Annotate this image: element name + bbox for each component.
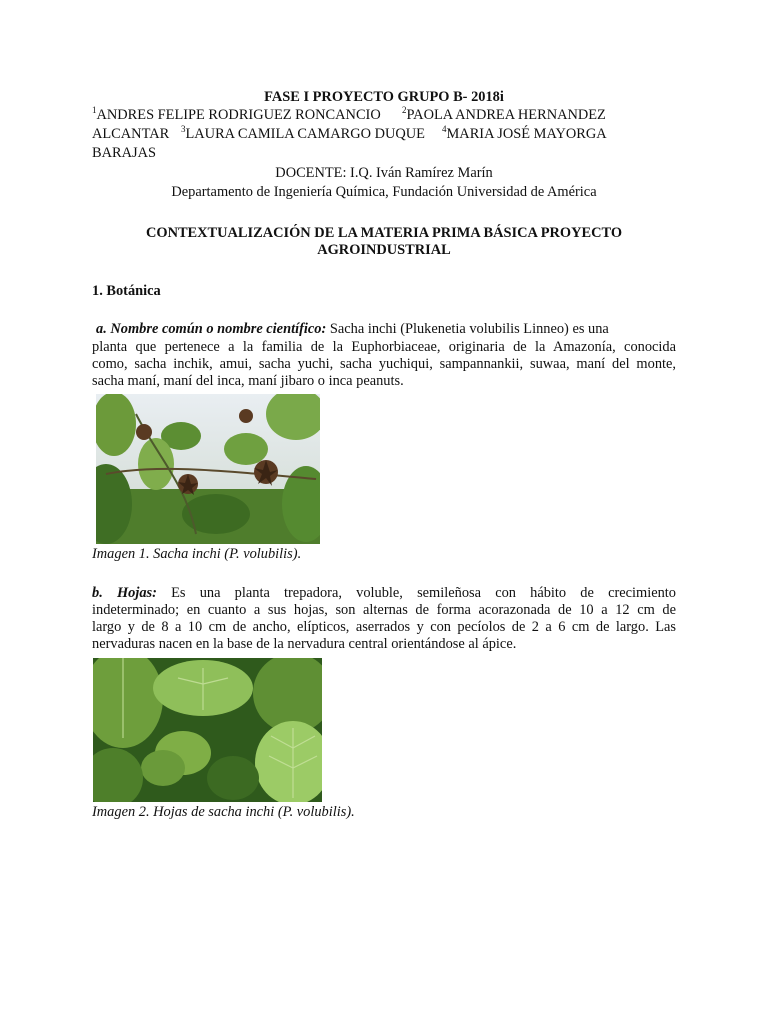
item-a-line-3: como, sacha inchik, amui, sacha yuchi, sacha yuchiqui, sampannankii, suwaa, maní del monte, xyxy=(92,356,676,372)
authors-line-2b xyxy=(181,125,425,143)
item-b-text-1: Es una planta trepadora, voluble, semileñosa con hábito de crecimiento xyxy=(171,585,676,601)
image-2-caption: Imagen 2. Hojas de sacha inchi (P. volubilis). xyxy=(92,804,355,820)
sacha-inchi-leaves-photo xyxy=(93,658,322,802)
author-4-name-cont: BARAJAS xyxy=(92,145,156,161)
authors-line-3 xyxy=(92,144,156,162)
item-a-line-4: sacha maní, maní del inca, maní jibaro o inca peanuts. xyxy=(92,373,404,389)
section-title-line-1: CONTEXTUALIZACIÓN DE LA MATERIA PRIMA BÁSICA PROYECTO xyxy=(145,225,623,241)
department-line: Departamento de Ingeniería Química, Fundación Universidad de América xyxy=(171,184,597,200)
author-3-number: 3 xyxy=(181,124,186,135)
author-4-number: 4 xyxy=(442,124,447,135)
item-b-line-2: indeterminado; en cuanto a sus hojas, son alternas de forma acorazonada de 10 a 12 cm de xyxy=(92,602,676,618)
image-1-caption: Imagen 1. Sacha inchi (P. volubilis). xyxy=(92,546,302,562)
author-1-name: ANDRES FELIPE RODRIGUEZ RONCANCIO xyxy=(96,107,381,123)
author-2-name: PAOLA ANDREA HERNANDEZ xyxy=(406,107,606,123)
item-a-line-2: planta que pertenece a la familia de la Euphorbiaceae, originaria de la Amazonía, conocida xyxy=(92,339,676,355)
item-a-label: a. Nombre común o nombre científico: xyxy=(96,321,327,337)
authors-line-1 xyxy=(92,106,381,124)
item-b-line-4: nervaduras nacen en la base de la nervadura central orientándose al ápice. xyxy=(92,636,517,652)
item-a-line-1 xyxy=(96,320,676,338)
author-3-name: LAURA CAMILA CAMARGO DUQUE xyxy=(185,126,425,142)
sacha-inchi-leaves-image xyxy=(93,658,322,802)
authors-line-2c xyxy=(442,125,607,143)
author-2-number: 2 xyxy=(402,105,407,116)
botanica-heading: 1. Botánica xyxy=(92,283,161,299)
item-b-line-1 xyxy=(92,584,676,602)
item-b-line-3: largo y de 8 a 10 cm de ancho, elípticos, aserrados y con pecíolos de 2 a 6 cm de largo. Las xyxy=(92,619,676,635)
item-b-label: b. Hojas: xyxy=(92,585,157,601)
sacha-inchi-plant-image xyxy=(96,394,320,544)
authors-line-1b xyxy=(402,106,606,124)
author-1-number: 1 xyxy=(92,105,97,116)
section-title-line-2: AGROINDUSTRIAL xyxy=(317,242,451,258)
item-a-text-1: Sacha inchi (Plukenetia volubilis Linneo) es una xyxy=(329,321,609,337)
docente-line: DOCENTE: I.Q. Iván Ramírez Marín xyxy=(275,165,493,181)
document-title: FASE I PROYECTO GRUPO B- 2018i xyxy=(264,89,504,105)
authors-line-2 xyxy=(92,125,169,143)
author-4-name: MARIA JOSÉ MAYORGA xyxy=(446,126,607,142)
sacha-inchi-plant-photo xyxy=(96,394,320,544)
author-2-name-cont: ALCANTAR xyxy=(92,126,170,142)
